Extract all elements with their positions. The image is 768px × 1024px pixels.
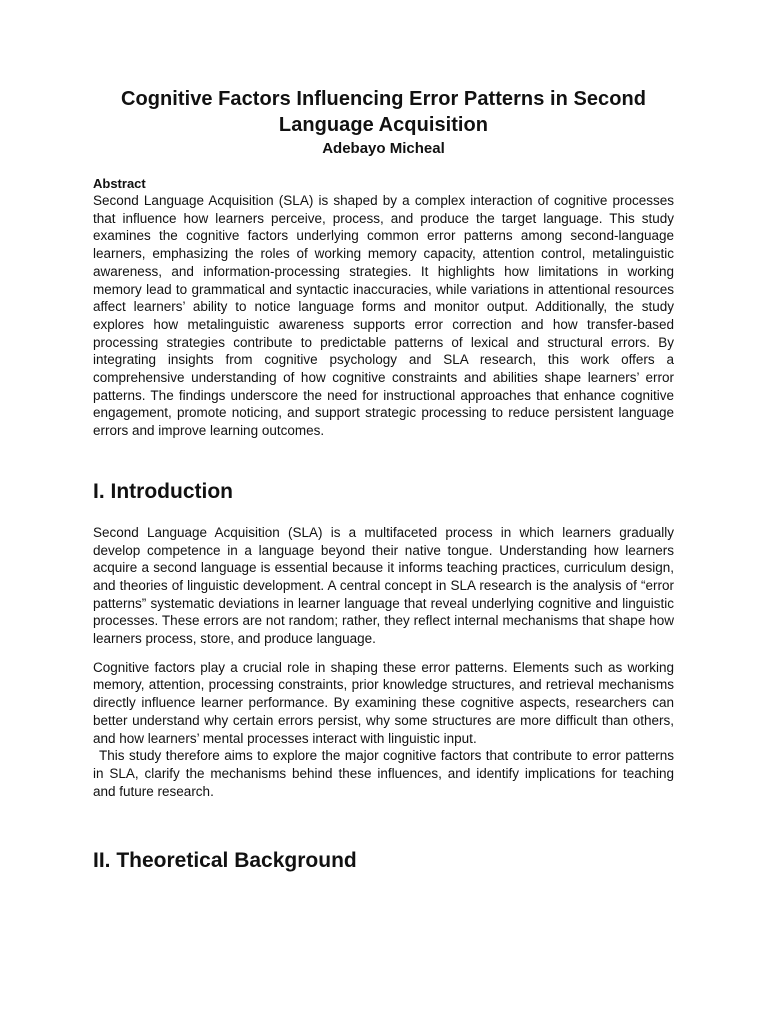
intro-paragraph-2: Cognitive factors play a crucial role in shaping these error patterns. Elements such as working memory, attention, processing constraints, prior knowledge structures, and retrieval mechanisms directly influence learner performance. By examining these cognitive aspects, researchers can better understand why certain errors persist, why some structures are more difficult than others, and how learners’ mental processes interact with linguistic input. <box>93 659 674 746</box>
abstract-heading: Abstract <box>93 176 146 191</box>
paper-title: Cognitive Factors Influencing Error Patterns in Second Language Acquisition <box>120 88 646 136</box>
author-name: Adebayo Micheal <box>322 140 445 157</box>
section-heading-theoretical-background: II. Theoretical Background <box>93 849 357 873</box>
intro-paragraph-3: This study therefore aims to explore the major cognitive factors that contribute to error patterns in SLA, clarify the mechanisms behind these influences, and identify implications for teaching and future research. <box>93 748 674 799</box>
abstract-paragraph: Second Language Acquisition (SLA) is shaped by a complex interaction of cognitive processes that influence how learners perceive, process, and produce the target language. This study examines the cognitive factors underlying common error patterns among second-language learners, emphasizing the roles of working memory capacity, attention control, metalinguistic awareness, and information-processing strategies. It highlights how limitations in working memory lead to grammatical and syntactic inaccuracies, while variations in attentional resources affect learners’ ability to notice language forms and monitor output. Additionally, the study explores how metalinguistic awareness supports error correction and how transfer-based processing strategies contribute to predictable patterns of lexical and structural errors. By integrating insights from cognitive psychology and SLA research, this work offers a comprehensive understanding of how cognitive constraints and abilities shape learners’ error patterns. The findings underscore the need for instructional approaches that enhance cognitive engagement, promote noticing, and support strategic processing to reduce persistent language errors and improve learning outcomes. <box>93 193 674 439</box>
section-heading-introduction: I. Introduction <box>93 479 233 503</box>
paper-page <box>93 86 674 874</box>
intro-paragraph-1: Second Language Acquisition (SLA) is a multifaceted process in which learners gradually develop competence in a language beyond their native tongue. Understanding how learners acquire a second language is essential because it informs teaching practices, curriculum design, and theories of linguistic development. A central concept in SLA research is the analysis of “error patterns” systematic deviations in learner language that reveal underlying cognitive and linguistic processes. These errors are not random; rather, they reflect internal mechanisms that shape how learners process, store, and produce language. <box>93 524 674 647</box>
